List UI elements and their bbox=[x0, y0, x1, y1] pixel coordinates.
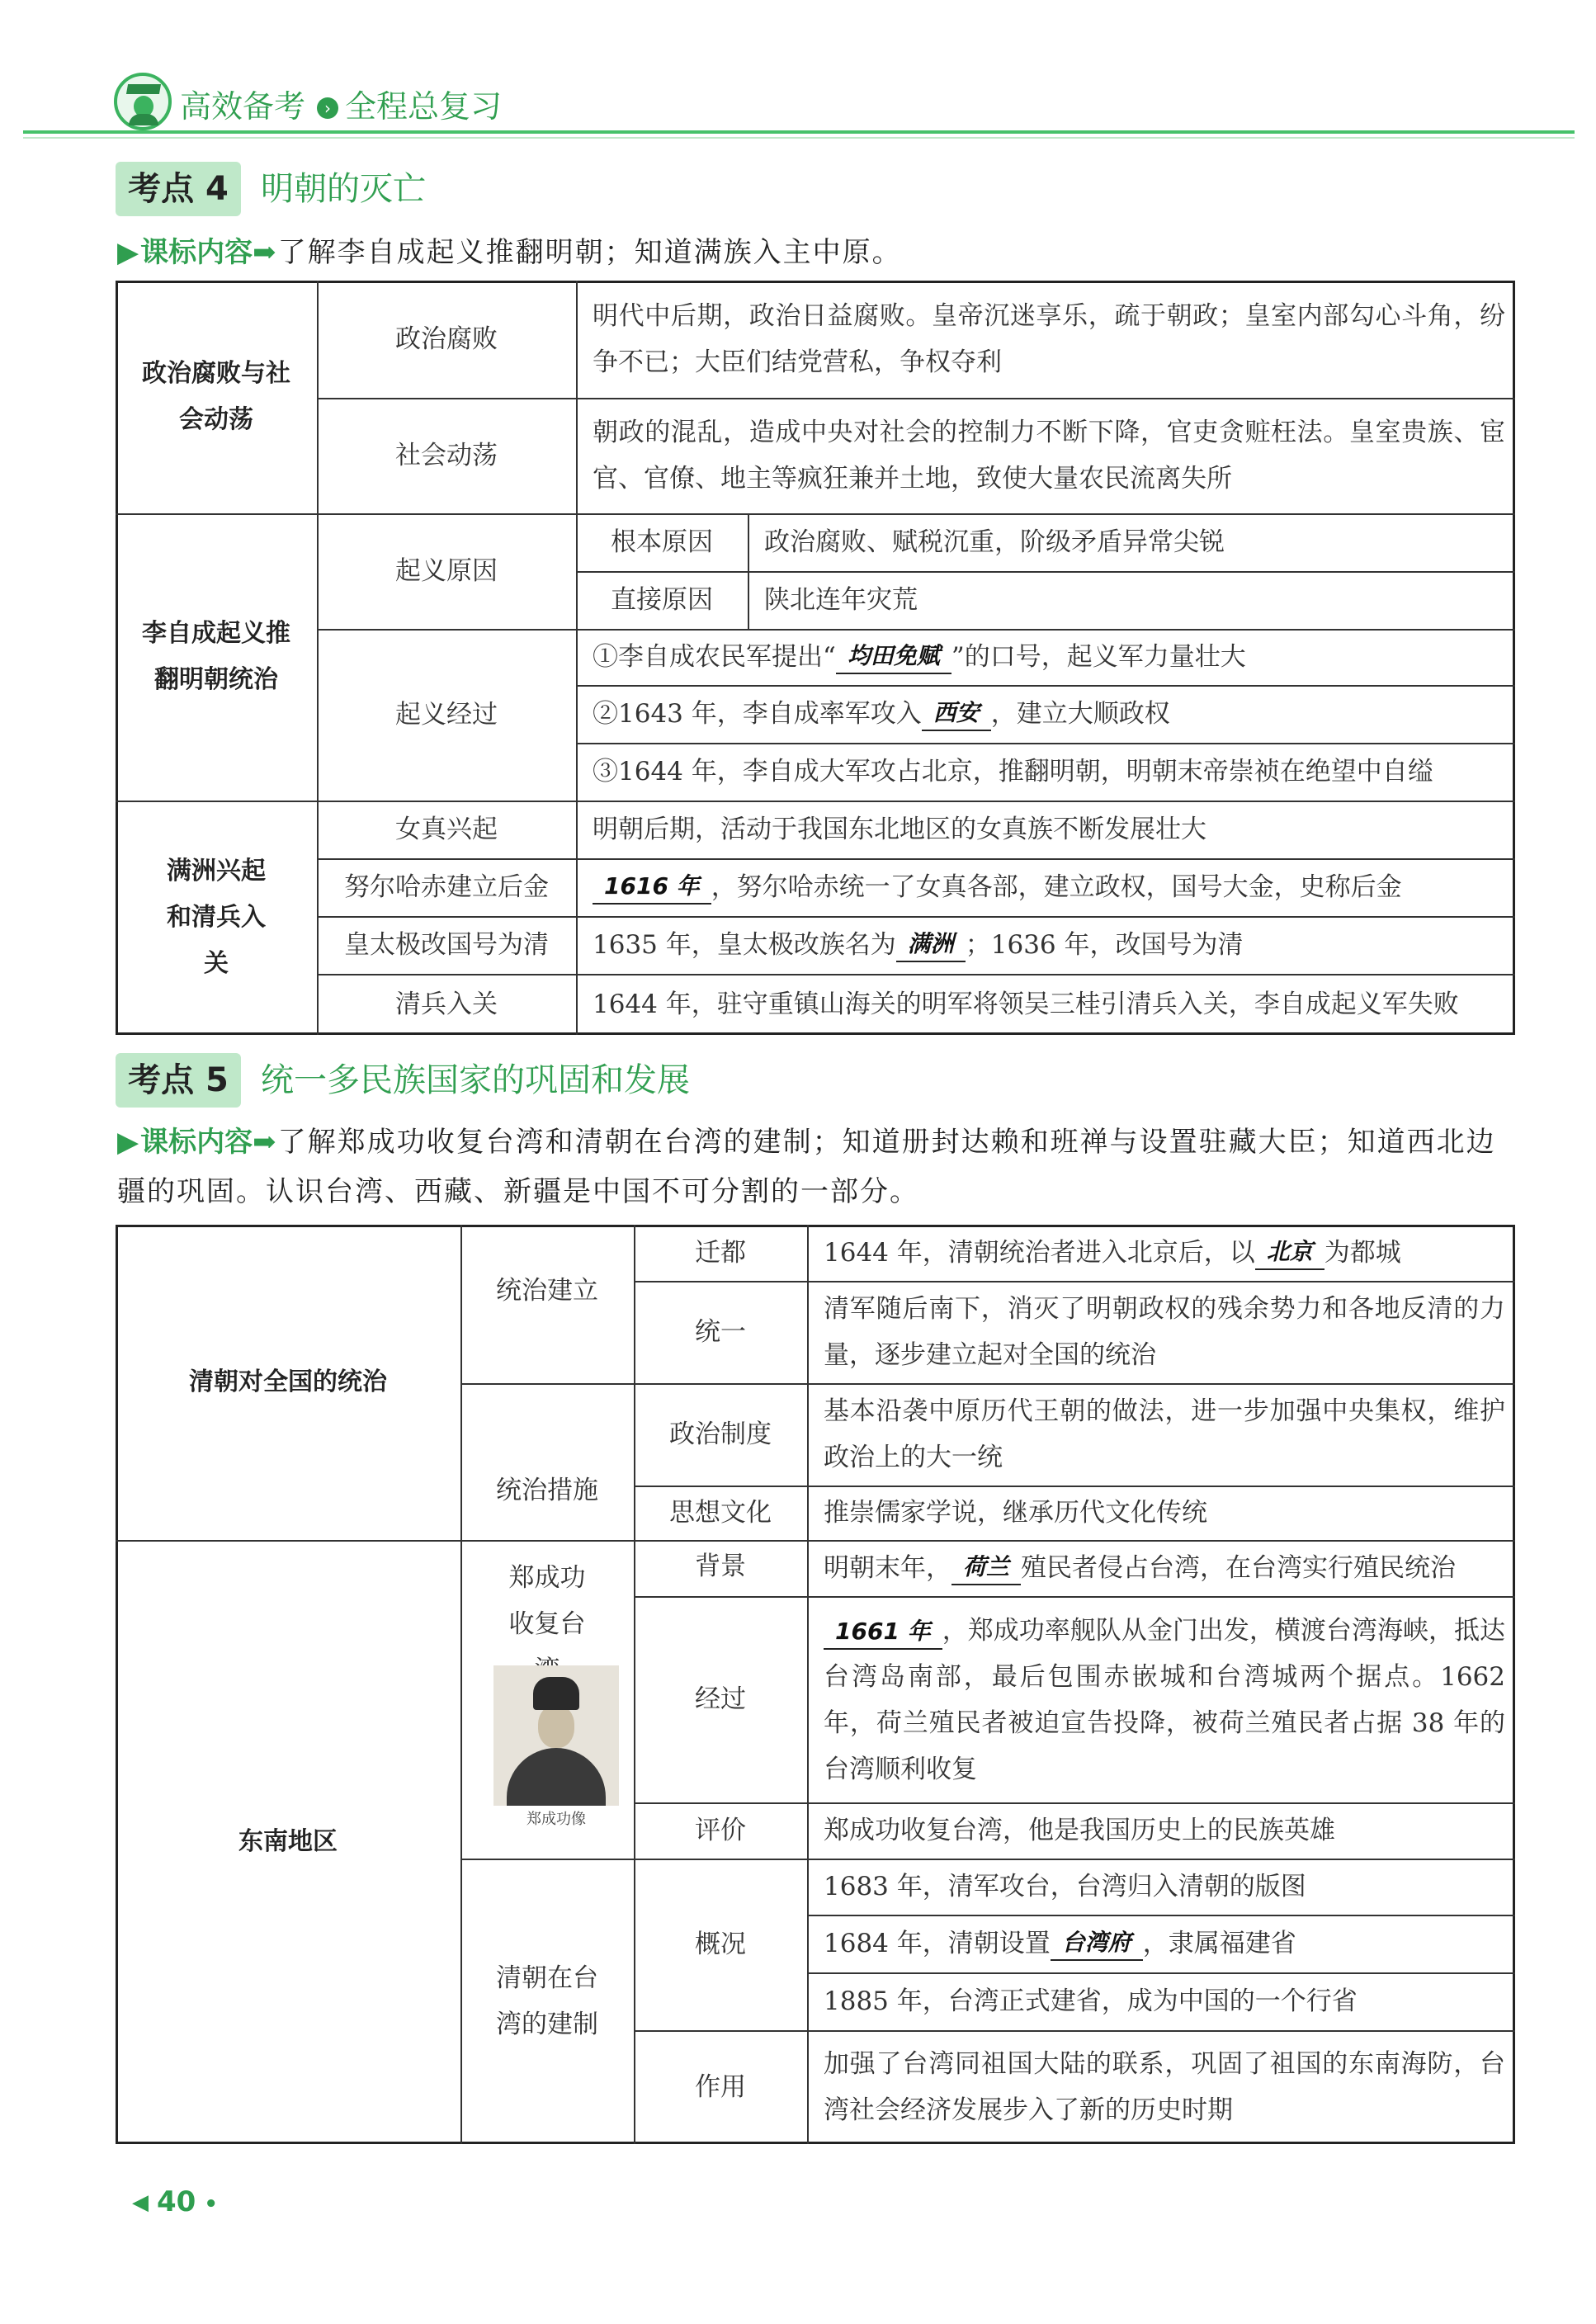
fill-blank: 1616 年 bbox=[593, 870, 711, 905]
brand-main: 高效备考 bbox=[180, 88, 306, 125]
row-text: 明朝后期，活动于我国东北地区的女真族不断发展壮大 bbox=[593, 815, 1206, 844]
row-text: 推崇儒家学说，继承历代文化传统 bbox=[824, 1498, 1207, 1528]
section4-title: 明朝的灭亡 bbox=[261, 170, 426, 208]
row-text: ①李自成农民军提出“ 均田免赋 ”的口号，起义军力量壮大 bbox=[576, 629, 1515, 685]
row-sublabel: 统一 bbox=[695, 1317, 746, 1347]
row-label: 女真兴起 bbox=[395, 815, 498, 844]
section5-standard bbox=[117, 1117, 1520, 1216]
triangle-right-icon: ▶ bbox=[117, 236, 141, 269]
row-group-label: 政治腐败与社会动荡 bbox=[142, 359, 290, 434]
brand-title bbox=[180, 81, 502, 126]
row-label: 统治建立 bbox=[496, 1276, 598, 1306]
row-group-label: 满洲兴起和清兵入关 bbox=[167, 857, 266, 978]
row-text: 1635 年，皇太极改族名为 满洲 ；1636 年，改国号为清 bbox=[576, 916, 1515, 974]
fill-blank: 台湾府 bbox=[1051, 1926, 1143, 1961]
row-sublabel: 根本原因 bbox=[611, 527, 713, 557]
row-label: 政治腐败 bbox=[395, 324, 498, 354]
fill-blank: 荷兰 bbox=[951, 1551, 1021, 1585]
triangle-right-icon: ▶ bbox=[117, 1126, 141, 1159]
fill-blank: 均田免赋 bbox=[836, 640, 951, 674]
fill-blank: 北京 bbox=[1255, 1235, 1324, 1270]
row-label: 皇太极改国号为清 bbox=[344, 930, 549, 960]
brand-sub: 全程总复习 bbox=[345, 88, 503, 125]
row-text: 1644 年，驻守重镇山海关的明军将领吴三桂引清兵入关，李自成起义军失败 bbox=[593, 990, 1459, 1019]
fill-blank: 西安 bbox=[922, 697, 991, 731]
zheng-chenggong-portrait bbox=[493, 1665, 619, 1806]
row-text: ②1643 年，李自成率军攻入 西安 ，建立大顺政权 bbox=[576, 685, 1515, 743]
row-text: 1661 年 ，郑成功率舰队从金门出发，横渡台湾海峡，抵达台湾岛南部，最后包围赤嵌城和台湾城两个据点。1662 年，荷兰殖民者被迫宣告投降，被荷兰殖民者占据 38 年的台湾顺利收复 bbox=[824, 1616, 1505, 1784]
standard-label: 课标内容 bbox=[140, 1126, 253, 1159]
row-sublabel: 作用 bbox=[695, 2072, 746, 2102]
header-rule bbox=[23, 130, 1575, 134]
header-rule-light bbox=[23, 137, 1575, 139]
arrow-right-icon: ➡ bbox=[253, 1126, 278, 1159]
row-text: 1683 年，清军攻台，台湾归入清朝的版图 bbox=[824, 1872, 1306, 1901]
row-text: 加强了台湾同祖国大陆的联系，巩固了祖国的东南海防，台湾社会经济发展步入了新的历史时期 bbox=[824, 2049, 1505, 2125]
section4-badge: 考点 4 bbox=[116, 162, 241, 216]
row-sublabel: 背景 bbox=[695, 1552, 746, 1581]
fill-blank: 满洲 bbox=[896, 928, 966, 962]
row-sublabel: 政治制度 bbox=[669, 1419, 772, 1449]
row-text: 基本沿袭中原历代王朝的做法，进一步加强中央集权，维护政治上的大一统 bbox=[824, 1396, 1505, 1472]
fill-blank: 1661 年 bbox=[824, 1615, 942, 1650]
row-sublabel: 评价 bbox=[695, 1816, 746, 1845]
row-group-label: 李自成起义推翻明朝统治 bbox=[142, 619, 290, 694]
standard-text: 了解李自成起义推翻明朝；知道满族入主中原。 bbox=[277, 236, 902, 269]
standard-text: 了解郑成功收复台湾和清朝在台湾的建制；知道册封达赖和班禅与设置驻藏大臣；知道西北边疆的巩固。认识台湾、西藏、新疆是中国不可分割的一部分。 bbox=[117, 1126, 1496, 1208]
page-number: ◀ 40 • bbox=[132, 2185, 218, 2218]
row-text: 1684 年，清朝设置 台湾府 ，隶属福建省 bbox=[807, 1915, 1515, 1972]
row-label: 郑成功收复台 bbox=[508, 1563, 586, 1639]
row-label: 清朝在台湾的建制 bbox=[496, 1963, 598, 2039]
portrait-caption: 郑成功像 bbox=[526, 1811, 586, 1828]
row-text: 陕北连年灾荒 bbox=[764, 585, 918, 615]
row-text: 1644 年，清朝统治者进入北京后，以 北京 为都城 bbox=[807, 1225, 1515, 1281]
row-text: 明朝末年， 荷兰 殖民者侵占台湾，在台湾实行殖民统治 bbox=[807, 1540, 1515, 1596]
row-sublabel: 概况 bbox=[695, 1930, 746, 1959]
student-logo-icon bbox=[114, 73, 172, 130]
row-label: 起义经过 bbox=[395, 700, 498, 730]
row-sublabel: 直接原因 bbox=[611, 585, 713, 615]
triangle-left-icon: ◀ bbox=[132, 2190, 149, 2215]
row-group-label: 清朝对全国的统治 bbox=[189, 1367, 387, 1396]
row-label: 努尔哈赤建立后金 bbox=[344, 872, 549, 902]
standard-label: 课标内容 bbox=[140, 236, 253, 269]
row-sublabel: 经过 bbox=[695, 1684, 746, 1714]
row-label: 起义原因 bbox=[395, 556, 498, 586]
row-text: 1885 年，台湾正式建省，成为中国的一个行省 bbox=[824, 1986, 1358, 2016]
row-text: 1616 年 ，努尔哈赤统一了女真各部，建立政权，国号大金，史称后金 bbox=[576, 858, 1515, 916]
row-text: 郑成功收复台湾，他是我国历史上的民族英雄 bbox=[824, 1816, 1335, 1845]
section5-title: 统一多民族国家的巩固和发展 bbox=[261, 1061, 690, 1099]
dot-icon: • bbox=[204, 2192, 218, 2217]
row-label: 清兵入关 bbox=[395, 990, 498, 1019]
page-header bbox=[23, 66, 1575, 140]
row-label: 社会动荡 bbox=[395, 441, 498, 470]
row-text: ③1644 年，李自成大军攻占北京，推翻明朝，明朝末帝崇祯在绝望中自缢 bbox=[593, 757, 1433, 786]
section5-badge: 考点 5 bbox=[116, 1053, 241, 1108]
section4-standard bbox=[117, 228, 1520, 277]
row-text: 清军随后南下，消灭了明朝政权的残余势力和各地反清的力量，逐步建立起对全国的统治 bbox=[824, 1294, 1505, 1370]
arrow-right-icon: › bbox=[317, 97, 338, 119]
row-group-label: 东南地区 bbox=[238, 1827, 338, 1856]
row-label: 统治措施 bbox=[496, 1476, 598, 1505]
row-sublabel: 思想文化 bbox=[669, 1498, 772, 1528]
row-text: 明代中后期，政治日益腐败。皇帝沉迷享乐，疏于朝政；皇室内部勾心斗角，纷争不已；大臣们结党营私，争权夺利 bbox=[593, 301, 1505, 377]
row-text: 朝政的混乱，造成中央对社会的控制力不断下降，官吏贪赃枉法。皇室贵族、宦官、官僚、地主等疯狂兼并土地，致使大量农民流离失所 bbox=[593, 418, 1505, 494]
row-sublabel: 迁都 bbox=[695, 1238, 746, 1268]
arrow-right-icon: ➡ bbox=[253, 236, 278, 269]
row-text: 政治腐败、赋税沉重，阶级矛盾异常尖锐 bbox=[764, 527, 1225, 557]
